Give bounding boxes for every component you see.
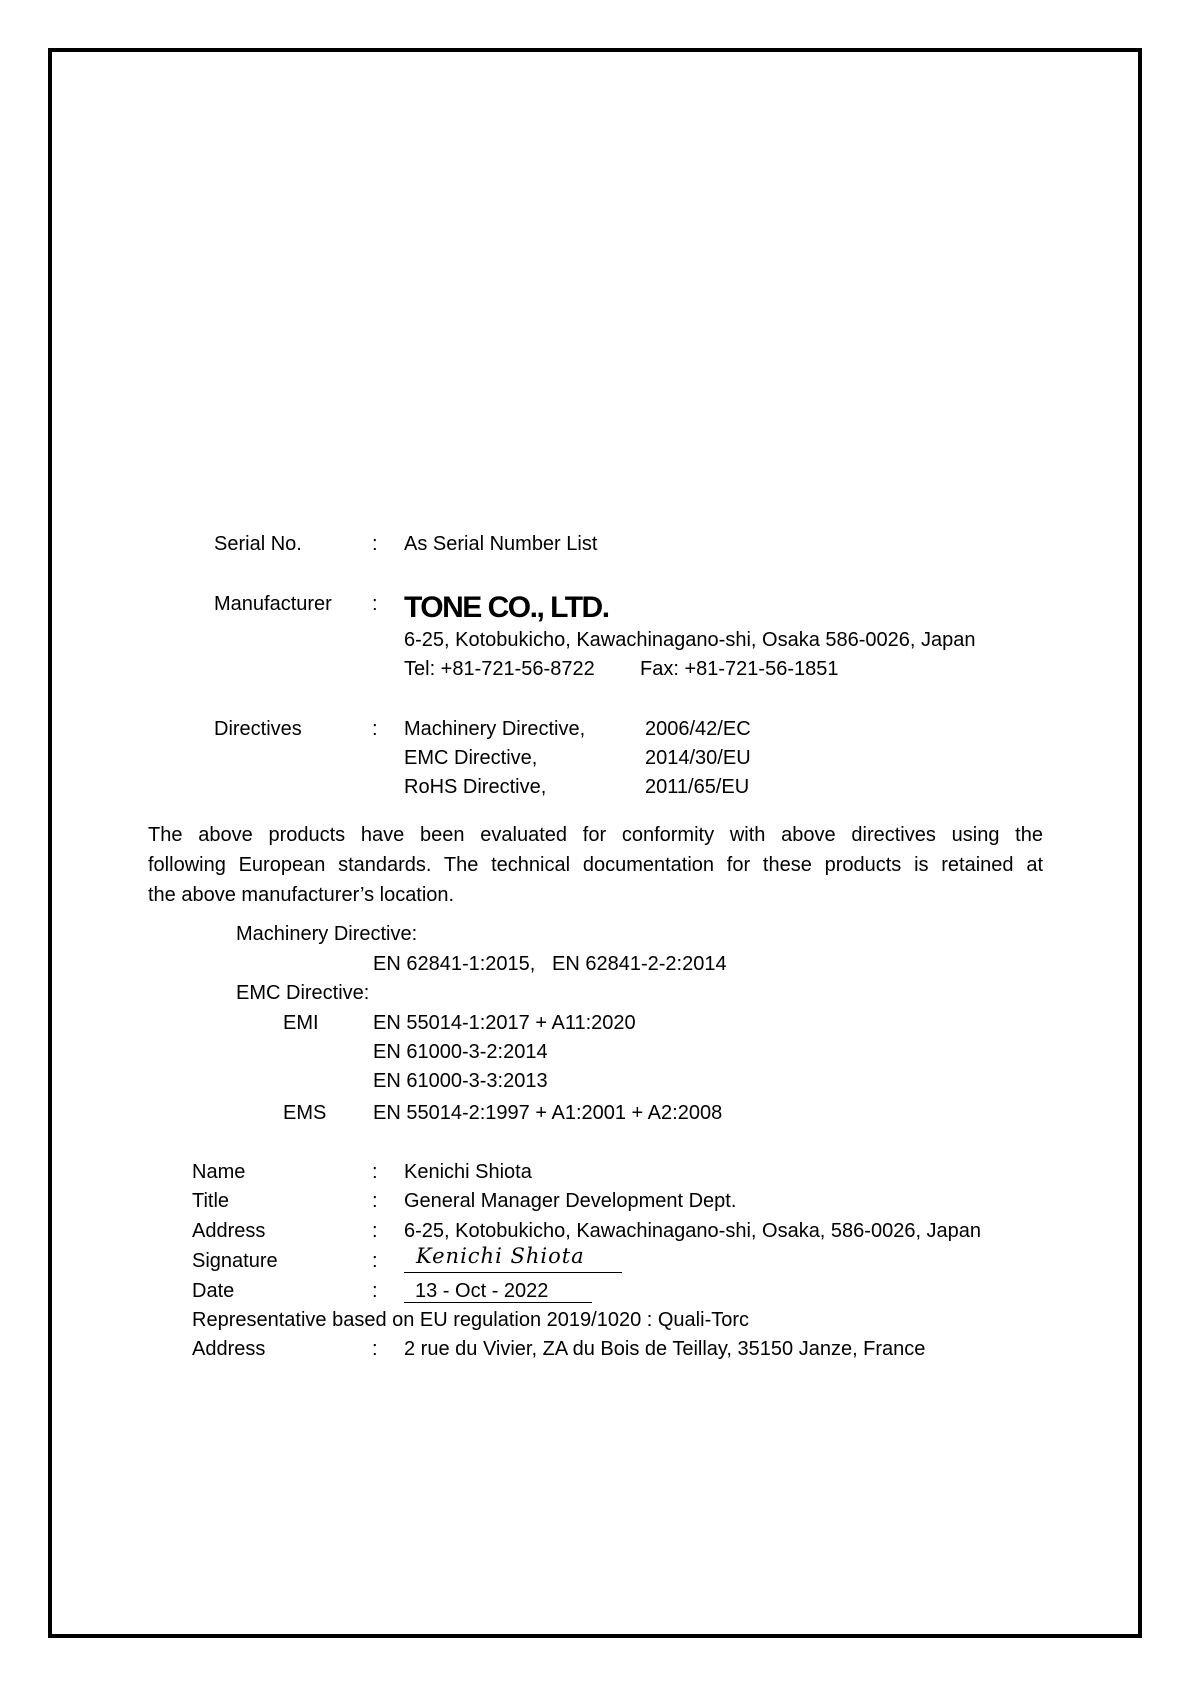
paragraph-line: The above products have been evaluated for conformity with above directives using the (148, 824, 1043, 846)
serial-value: As Serial Number List (404, 533, 598, 555)
name-label: Name (192, 1161, 246, 1183)
date-colon: : (372, 1280, 378, 1302)
directive-code: 2014/30/EU (645, 747, 751, 769)
paragraph-line: following European standards. The technical documentation for these products is retained at (148, 854, 1043, 876)
manufacturer-colon: : (372, 593, 378, 615)
directive-code: 2011/65/EU (645, 776, 750, 798)
emi-label: EMI (283, 1012, 319, 1034)
directives-colon: : (372, 718, 378, 740)
paragraph-line: the above manufacturer’s location. (148, 884, 455, 906)
representative-address-value: 2 rue du Vivier, ZA du Bois de Teillay, 35150 Janze, France (404, 1338, 926, 1360)
date-value: 13 - Oct - 2022 (415, 1280, 549, 1302)
representative-text: Representative based on EU regulation 2019/1020 : Quali-Torc (192, 1309, 750, 1331)
ems-label: EMS (283, 1102, 327, 1124)
emc-standards-label: EMC Directive: (236, 982, 370, 1004)
machinery-standards-values: EN 62841-1:2015, EN 62841-2-2:2014 (373, 953, 727, 975)
signature-label: Signature (192, 1250, 278, 1272)
directives-label: Directives (214, 718, 302, 740)
emi-standard: EN 61000-3-2:2014 (373, 1041, 548, 1063)
address-label: Address (192, 1220, 266, 1242)
representative-address-colon: : (372, 1338, 378, 1360)
emi-standard: EN 55014-1:2017 + A11:2020 (373, 1012, 636, 1034)
address-colon: : (372, 1220, 378, 1242)
directive-name: Machinery Directive, (404, 718, 586, 740)
title-value: General Manager Development Dept. (404, 1190, 737, 1212)
machinery-standards-label: Machinery Directive: (236, 923, 418, 945)
directive-name: RoHS Directive, (404, 776, 547, 798)
manufacturer-logo: TONE CO., LTD. (404, 591, 609, 624)
signature-underline (404, 1272, 622, 1273)
manufacturer-label: Manufacturer (214, 593, 332, 615)
representative-address-label: Address (192, 1338, 266, 1360)
date-underline (404, 1302, 592, 1303)
signature-colon: : (372, 1250, 378, 1272)
address-value: 6-25, Kotobukicho, Kawachinagano-shi, Osaka, 586-0026, Japan (404, 1220, 982, 1242)
manufacturer-fax: Fax: +81-721-56-1851 (640, 658, 839, 680)
date-label: Date (192, 1280, 235, 1302)
ems-standard: EN 55014-2:1997 + A1:2001 + A2:2008 (373, 1102, 723, 1124)
directive-name: EMC Directive, (404, 747, 538, 769)
title-label: Title (192, 1190, 230, 1212)
name-value: Kenichi Shiota (404, 1161, 532, 1183)
title-colon: : (372, 1190, 378, 1212)
manufacturer-address: 6-25, Kotobukicho, Kawachinagano-shi, Osaka 586-0026, Japan (404, 629, 976, 651)
directive-code: 2006/42/EC (645, 718, 751, 740)
emi-standard: EN 61000-3-3:2013 (373, 1070, 548, 1092)
conformity-paragraph (148, 820, 1043, 910)
handwritten-signature: Kenichi Shiota (416, 1244, 585, 1268)
name-colon: : (372, 1161, 378, 1183)
serial-label: Serial No. (214, 533, 302, 555)
manufacturer-tel: Tel: +81-721-56-8722 (404, 658, 595, 680)
serial-colon: : (372, 533, 378, 555)
